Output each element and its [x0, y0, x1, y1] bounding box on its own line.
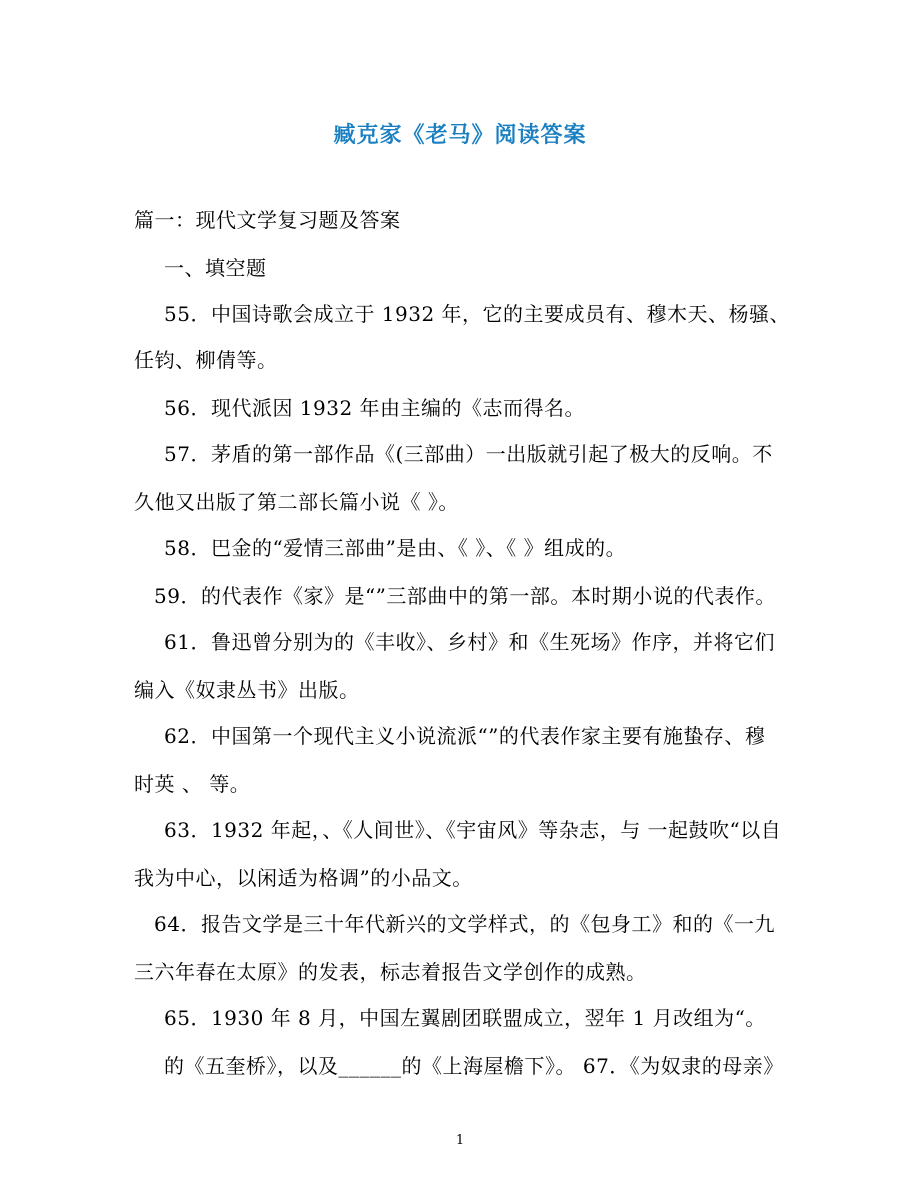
- question-61-line-2: 编入《奴隶丛书》出版。: [134, 678, 360, 702]
- question-65: 65．1930 年 8 月，中国左翼剧团联盟成立，翌年 1 月改组为“。: [164, 1006, 766, 1030]
- question-62-line-1: 62．中国第一个现代主义小说流派“”的代表作家主要有施蛰存、穆: [164, 724, 766, 748]
- question-59: 59．的代表作《家》是“”三部曲中的第一部。本时期小说的代表作。: [154, 584, 776, 608]
- question-57-line-1: 57．茅盾的第一部作品《(三部曲）一出版就引起了极大的反响。不: [164, 442, 773, 466]
- question-56: 56．现代派因 1932 年由主编的《志而得名。: [164, 396, 586, 420]
- question-64-line-1: 64．报告文学是三十年代新兴的文学样式，的《包身工》和的《一九: [154, 912, 775, 936]
- question-55-line-2: 任钧、柳倩等。: [134, 348, 278, 372]
- question-66-67-fragment: 的《五奎桥》，以及______的《上海屋檐下》。 67．《为奴隶的母亲》: [164, 1054, 784, 1078]
- question-55-line-1: 55．中国诗歌会成立于 1932 年，它的主要成员有、穆木天、杨骚、: [164, 302, 791, 326]
- question-58: 58．巴金的“爱情三部曲”是由、《 》、《 》组成的。: [164, 536, 627, 560]
- question-63-line-1: 63．1932 年起，、《人间世》、《宇宙风》等杂志，与 一起鼓吹“以自: [164, 818, 782, 842]
- subsection-heading: 一、填空题: [164, 256, 267, 280]
- question-63-line-2: 我为中心，以闲适为格调”的小品文。: [134, 866, 473, 890]
- document-title: 臧克家《老马》阅读答案: [333, 122, 587, 148]
- section-heading: 篇一：现代文学复习题及答案: [134, 208, 401, 232]
- question-61-line-1: 61．鲁迅曾分别为的《丰收》、乡村》和《生死场》作序，并将它们: [164, 630, 775, 654]
- question-64-line-2: 三六年春在太原》的发表，标志着报告文学创作的成熟。: [134, 960, 647, 984]
- question-62-line-2: 时英 、 等。: [134, 772, 251, 796]
- page-number: 1: [455, 1133, 465, 1148]
- question-57-line-2: 久他又出版了第二部长篇小说《 》。: [134, 490, 459, 514]
